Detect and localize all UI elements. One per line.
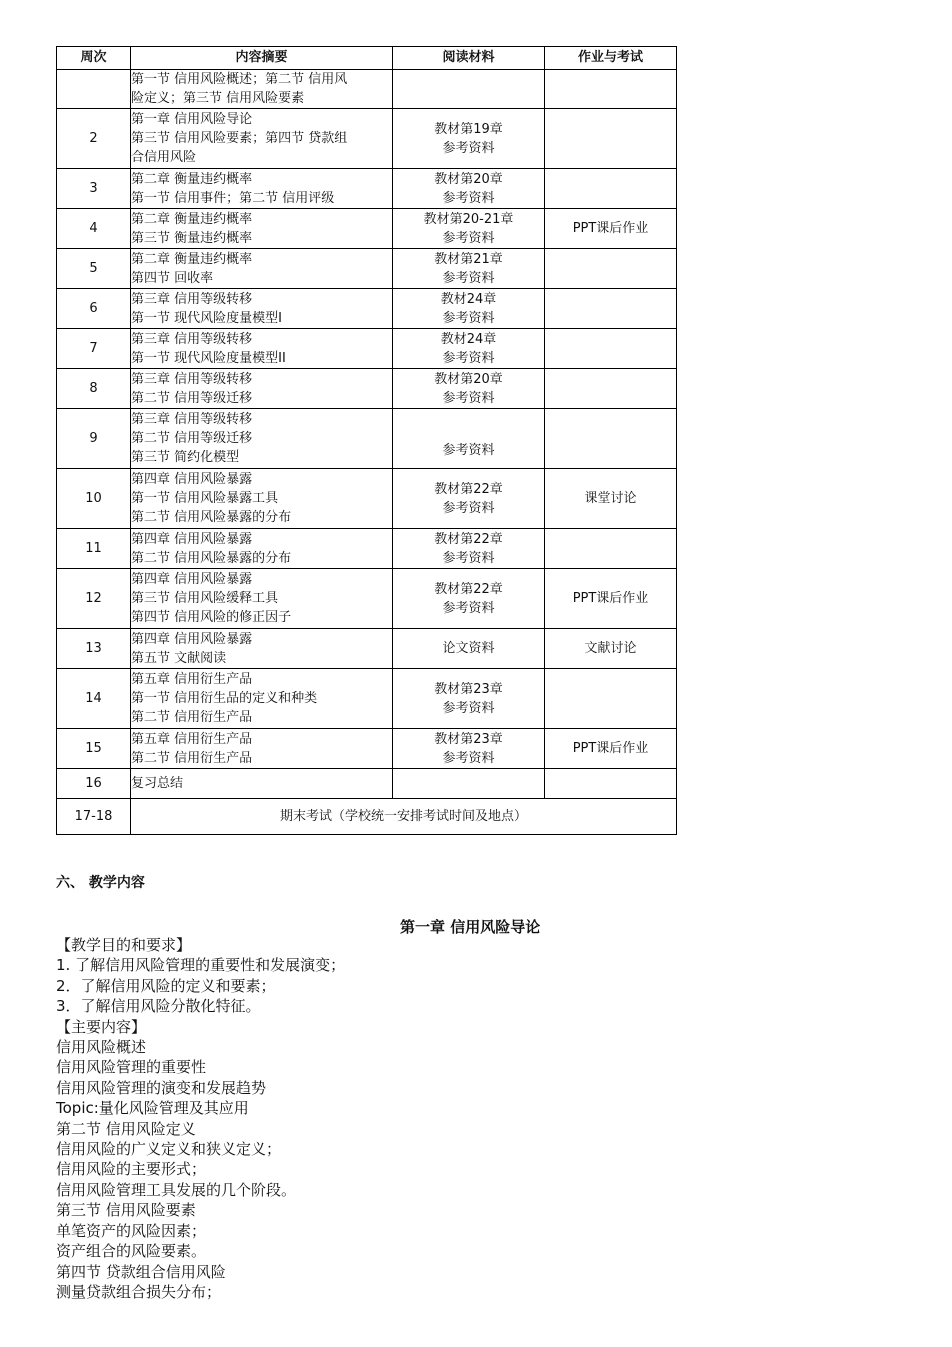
homework-cell: PPT课后作业 <box>545 209 677 249</box>
content-cell <box>131 409 393 469</box>
table-row <box>57 469 677 529</box>
content-line: 第二章 衡量违约概率 <box>131 211 253 227</box>
content-line: 第三节 信用风险缓释工具 <box>131 591 279 606</box>
body-line: 第四节 贷款组合信用风险 <box>56 1262 226 1281</box>
week-cell: 3 <box>57 169 131 209</box>
reading-line: 教材第23章 <box>434 681 503 697</box>
content-line: 第一节 现代风险度量模型I <box>131 310 282 326</box>
reading-cell <box>393 569 545 629</box>
content-cell <box>131 169 393 209</box>
content-line: 第一节 现代风险度量模型II <box>131 350 286 366</box>
week-cell: 6 <box>57 289 131 329</box>
reading-line: 参考资料 <box>442 390 495 406</box>
week-cell: 10 <box>57 469 131 529</box>
content-cell <box>131 669 393 729</box>
reading-line: 参考资料 <box>442 750 495 766</box>
content-line: 第四章 信用风险暴露 <box>131 472 253 487</box>
table-row <box>57 769 677 799</box>
body-line: 3．了解信用风险分散化特征。 <box>56 997 261 1016</box>
body-line: 信用风险的广义定义和狭义定义； <box>56 1140 282 1159</box>
homework-cell <box>545 329 677 369</box>
content-line: 第二节 信用风险暴露的分布 <box>131 510 292 525</box>
body-line: 资产组合的风险要素。 <box>56 1242 207 1261</box>
week-cell: 4 <box>57 209 131 249</box>
reading-line: 教材第23章 <box>434 731 503 747</box>
reading-cell <box>393 669 545 729</box>
table-row <box>57 169 677 209</box>
content-line: 第五节 文献阅读 <box>131 650 227 666</box>
reading-line: 教材第20-21章 <box>423 211 514 227</box>
section-title: 六、 教学内容 <box>56 875 145 891</box>
reading-line: 教材第22章 <box>434 531 503 547</box>
homework-cell: PPT课后作业 <box>545 569 677 629</box>
homework-cell <box>545 409 677 469</box>
week-cell: 17-18 <box>57 799 131 835</box>
header-reading: 阅读材料 <box>393 47 545 70</box>
content-line: 第四章 信用风险暴露 <box>131 572 253 587</box>
reading-cell <box>393 329 545 369</box>
content-cell <box>131 70 393 109</box>
content-line: 第一节 信用事件；第二节 信用评级 <box>131 190 335 206</box>
homework-cell: PPT课后作业 <box>545 729 677 769</box>
body-line: 信用风险管理工具发展的几个阶段。 <box>56 1180 297 1199</box>
content-cell <box>131 769 393 799</box>
final-exam-cell: 期末考试（学校统一安排考试时间及地点） <box>131 799 677 835</box>
content-line: 第五章 信用衍生产品 <box>131 672 253 687</box>
reading-line: 参考资料 <box>442 600 495 616</box>
content-cell <box>131 209 393 249</box>
content-line: 第二节 信用衍生产品 <box>131 750 253 766</box>
content-line: 第二节 信用风险暴露的分布 <box>131 550 292 566</box>
reading-cell <box>393 289 545 329</box>
content-line: 第二节 信用等级迁移 <box>131 431 253 446</box>
body-line: 1. 了解信用风险管理的重要性和发展演变； <box>56 956 346 975</box>
reading-line: 教材第22章 <box>434 581 503 597</box>
table-row <box>57 369 677 409</box>
reading-line: 参考资料 <box>442 500 495 516</box>
week-cell: 11 <box>57 529 131 569</box>
homework-cell <box>545 289 677 329</box>
content-line: 第二节 信用等级迁移 <box>131 390 253 406</box>
reading-line: 参考资料 <box>442 140 495 156</box>
reading-cell <box>393 769 545 799</box>
content-line: 第一节 信用衍生品的定义和种类 <box>131 691 318 706</box>
reading-line: 参考资料 <box>442 443 495 458</box>
content-cell <box>131 329 393 369</box>
reading-cell <box>393 109 545 169</box>
content-line: 合信用风险 <box>131 150 197 165</box>
table-row <box>57 629 677 669</box>
body-line: 【主要内容】 <box>56 1017 147 1036</box>
content-line: 第四章 信用风险暴露 <box>131 631 253 647</box>
body-line: 信用风险管理的重要性 <box>56 1058 207 1077</box>
body-line: 单笔资产的风险因素； <box>56 1221 207 1240</box>
homework-cell: 文献讨论 <box>545 629 677 669</box>
week-cell: 12 <box>57 569 131 629</box>
table-row <box>57 329 677 369</box>
table-row <box>57 409 677 469</box>
reading-line: 参考资料 <box>442 550 495 566</box>
body-line: 信用风险的主要形式； <box>56 1160 207 1179</box>
table-row <box>57 289 677 329</box>
chapter-body <box>56 935 916 1302</box>
reading-line: 参考资料 <box>442 700 495 716</box>
reading-line: 教材第20章 <box>434 371 503 387</box>
header-homework: 作业与考试 <box>545 47 677 70</box>
body-line: 第二节 信用风险定义 <box>56 1119 196 1138</box>
body-line: 信用风险管理的演变和发展趋势 <box>56 1078 267 1097</box>
reading-cell <box>393 249 545 289</box>
homework-cell <box>545 70 677 109</box>
table-row <box>57 109 677 169</box>
content-line: 第一节 信用风险暴露工具 <box>131 491 279 506</box>
week-cell: 16 <box>57 769 131 799</box>
content-cell <box>131 729 393 769</box>
content-line: 第三节 衡量违约概率 <box>131 230 253 246</box>
content-cell <box>131 369 393 409</box>
reading-cell <box>393 169 545 209</box>
content-line: 第三章 信用等级转移 <box>131 291 253 307</box>
table-row <box>57 529 677 569</box>
content-cell <box>131 569 393 629</box>
homework-cell <box>545 769 677 799</box>
reading-line: 参考资料 <box>442 230 495 246</box>
table-row <box>57 729 677 769</box>
reading-cell <box>393 529 545 569</box>
content-line: 第四节 信用风险的修正因子 <box>131 610 292 625</box>
reading-line: 参考资料 <box>442 350 495 366</box>
content-line: 第三节 信用风险要素；第四节 贷款组 <box>131 131 348 146</box>
week-cell: 9 <box>57 409 131 469</box>
reading-line: 教材第19章 <box>434 121 503 137</box>
body-line: 第三节 信用风险要素 <box>56 1201 196 1220</box>
content-line: 复习总结 <box>131 776 184 791</box>
reading-line: 参考资料 <box>442 270 495 286</box>
header-week: 周次 <box>57 47 131 70</box>
reading-cell <box>393 369 545 409</box>
week-cell: 13 <box>57 629 131 669</box>
content-line: 第二节 信用衍生产品 <box>131 710 253 725</box>
reading-line: 教材24章 <box>440 331 497 347</box>
header-content: 内容摘要 <box>131 47 393 70</box>
content-cell <box>131 529 393 569</box>
content-line: 第五章 信用衍生产品 <box>131 731 253 747</box>
content-line: 第三章 信用等级转移 <box>131 331 253 347</box>
reading-cell <box>393 469 545 529</box>
content-line: 险定义；第三节 信用风险要素 <box>131 91 305 106</box>
week-cell <box>57 70 131 109</box>
reading-line: 教材24章 <box>440 291 497 307</box>
reading-cell <box>393 70 545 109</box>
course-schedule-table <box>56 46 677 835</box>
content-line: 第一章 信用风险导论 <box>131 112 253 127</box>
content-line: 第三节 简约化模型 <box>131 450 240 465</box>
content-cell <box>131 469 393 529</box>
reading-cell <box>393 209 545 249</box>
reading-line: 教材第20章 <box>434 171 503 187</box>
body-line: 2．了解信用风险的定义和要素； <box>56 976 276 995</box>
reading-line: 教材第21章 <box>434 251 503 267</box>
body-line: 信用风险概述 <box>56 1038 147 1057</box>
content-line: 第四节 回收率 <box>131 270 214 286</box>
week-cell: 14 <box>57 669 131 729</box>
content-line: 第三章 信用等级转移 <box>131 412 253 427</box>
homework-cell <box>545 529 677 569</box>
content-cell <box>131 289 393 329</box>
week-cell: 15 <box>57 729 131 769</box>
table-row <box>57 249 677 289</box>
reading-line: 参考资料 <box>442 190 495 206</box>
reading-line: 论文资料 <box>442 641 495 656</box>
homework-cell <box>545 109 677 169</box>
table-row <box>57 209 677 249</box>
homework-cell: 课堂讨论 <box>545 469 677 529</box>
body-line: 测量贷款组合损失分布； <box>56 1282 222 1301</box>
content-cell <box>131 629 393 669</box>
reading-line: 教材第22章 <box>434 481 503 497</box>
reading-cell <box>393 729 545 769</box>
content-line: 第一节 信用风险概述；第二节 信用风 <box>131 72 348 87</box>
homework-cell <box>545 369 677 409</box>
content-line: 第二章 衡量违约概率 <box>131 251 253 267</box>
table-row <box>57 569 677 629</box>
table-row <box>57 669 677 729</box>
homework-cell <box>545 669 677 729</box>
reading-line: 参考资料 <box>442 310 495 326</box>
body-line: 【教学目的和要求】 <box>56 936 192 954</box>
homework-cell <box>545 169 677 209</box>
body-line: Topic:量化风险管理及其应用 <box>56 1099 249 1118</box>
reading-cell <box>393 409 545 469</box>
table-row <box>57 70 677 109</box>
content-line: 第二章 衡量违约概率 <box>131 171 253 187</box>
week-cell: 2 <box>57 109 131 169</box>
final-exam-row <box>57 799 677 835</box>
content-line: 第三章 信用等级转移 <box>131 371 253 387</box>
week-cell: 5 <box>57 249 131 289</box>
table-header-row <box>57 47 677 70</box>
chapter-title: 第一章 信用风险导论 <box>400 918 541 936</box>
week-cell: 7 <box>57 329 131 369</box>
week-cell: 8 <box>57 369 131 409</box>
reading-cell <box>393 629 545 669</box>
content-cell <box>131 109 393 169</box>
table-body <box>57 70 677 835</box>
homework-cell <box>545 249 677 289</box>
content-line: 第四章 信用风险暴露 <box>131 531 253 547</box>
content-cell <box>131 249 393 289</box>
